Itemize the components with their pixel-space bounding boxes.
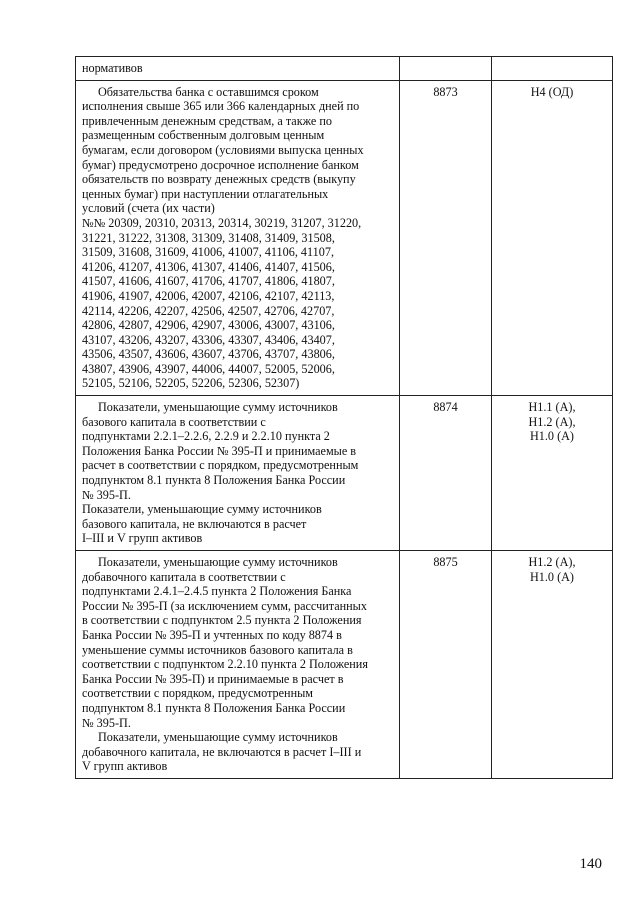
row-0-code bbox=[400, 57, 492, 81]
text-line: I–III и V групп активов bbox=[82, 531, 203, 546]
row-3-description bbox=[76, 551, 400, 779]
text-line: 42806, 42807, 42906, 42907, 43006, 43007, 43106, bbox=[82, 318, 335, 333]
text-line: Обязательства банка с оставшимся сроком bbox=[98, 84, 319, 99]
norm-label: Н4 (ОД) bbox=[530, 84, 574, 99]
text-line: добавочного капитала в соответствии с bbox=[82, 569, 286, 584]
text-line: базового капитала, не включаются в расчет bbox=[82, 516, 307, 531]
norm-label: Н1.2 (А), bbox=[528, 555, 576, 569]
text-line: подпунктом 8.1 пункта 8 Положения Банка России bbox=[82, 700, 346, 715]
row-2-code bbox=[400, 396, 492, 551]
text-line: 41206, 41207, 41306, 41307, 41406, 41407, 41506, bbox=[82, 259, 335, 274]
text-line: №№ 20309, 20310, 20313, 20314, 30219, 31207, 31220, bbox=[82, 215, 362, 230]
table-row bbox=[76, 396, 613, 551]
norm-label: Н1.0 (А) bbox=[529, 569, 574, 584]
text-line: соответствии с порядком, предусмотренным bbox=[82, 686, 313, 701]
text-line: соответствии с подпунктом 2.2.10 пункта 2 Положения bbox=[82, 657, 368, 672]
text-line: подпунктами 2.4.1–2.4.5 пункта 2 Положения Банка bbox=[82, 584, 352, 599]
text-line: 43807, 43906, 43907, 44006, 44007, 52005, 52006, bbox=[82, 361, 335, 376]
text-line: ценных бумаг) при наступлении отлагательных bbox=[82, 186, 329, 201]
text-line: бумагам, если договором (условиями выпуска ценных bbox=[82, 142, 364, 157]
text-line: Банка России № 395-П) и принимаемые в расчет в bbox=[82, 671, 344, 686]
indicator-code: 8874 bbox=[433, 400, 458, 415]
text-line: в соответствии с подпунктом 2.5 пункта 2 Положения bbox=[82, 613, 362, 628]
text-line: 42114, 42206, 42207, 42506, 42507, 42706, 42707, bbox=[82, 303, 335, 318]
text-line: 43506, 43507, 43606, 43607, 43706, 43707, 43806, bbox=[82, 347, 335, 362]
indicators-table bbox=[75, 56, 613, 779]
norm-label: Н1.0 (А) bbox=[529, 429, 574, 444]
norm-label: Н1.1 (А), bbox=[528, 400, 576, 415]
norm-label: Н1.2 (А), bbox=[528, 414, 576, 429]
row-2-description bbox=[76, 396, 400, 551]
text-line: уменьшение суммы источников базового капитала в bbox=[82, 642, 353, 657]
text-line: подпунктом 8.1 пункта 8 Положения Банка России bbox=[82, 473, 346, 488]
text-line: 31509, 31608, 31609, 41006, 41007, 41106, 41107, bbox=[82, 245, 334, 260]
row-1-description bbox=[76, 80, 400, 395]
text-line: расчет в соответствии с порядком, предусмотренным bbox=[82, 458, 359, 473]
indicator-code: 8873 bbox=[433, 84, 458, 99]
text-line: № 395-П. bbox=[82, 487, 131, 502]
text-line: № 395-П. bbox=[82, 715, 131, 730]
row-0-norms bbox=[492, 57, 613, 81]
text-line: 43107, 43206, 43207, 43306, 43307, 43406, 43407, bbox=[82, 332, 335, 347]
text-line: России № 395-П (за исключением сумм, рассчитанных bbox=[82, 598, 367, 613]
text-line: Показатели, уменьшающие сумму источников bbox=[82, 502, 322, 517]
row-1-code bbox=[400, 80, 492, 395]
text-line: Показатели, уменьшающие сумму источников bbox=[98, 555, 338, 569]
text-line: обязательств по возврату денежных средств (выкупу bbox=[82, 172, 356, 187]
text-line: бумаг) предусмотрено досрочное исполнение банком bbox=[82, 157, 359, 172]
table-row bbox=[76, 551, 613, 779]
table-row bbox=[76, 57, 613, 81]
text-line: размещенным собственным долговым ценным bbox=[82, 128, 325, 143]
text-line: подпунктами 2.2.1–2.2.6, 2.2.9 и 2.2.10 пункта 2 bbox=[82, 429, 330, 444]
text-line: 52105, 52106, 52205, 52206, 52306, 52307) bbox=[82, 376, 300, 391]
text-line: 41507, 41606, 41607, 41706, 41707, 41806, 41807, bbox=[82, 274, 335, 289]
text-line: условий (счета (их части) bbox=[82, 201, 215, 216]
row-0-description bbox=[76, 57, 400, 81]
text-line: Положения Банка России № 395-П и принимаемые в bbox=[82, 443, 357, 458]
row-3-code bbox=[400, 551, 492, 779]
page-number: 140 bbox=[579, 856, 602, 872]
text-line: нормативов bbox=[82, 61, 143, 75]
text-line: Банка России № 395-П и учтенных по коду 8874 в bbox=[82, 627, 342, 642]
row-1-norms bbox=[492, 80, 613, 395]
text-line: исполнения свыше 365 или 366 календарных дней по bbox=[82, 99, 360, 114]
text-line: V групп активов bbox=[82, 759, 168, 774]
indicator-code: 8875 bbox=[433, 555, 458, 569]
text-line: привлеченным денежным средствам, а также по bbox=[82, 113, 332, 128]
row-3-norms bbox=[492, 551, 613, 779]
text-line: 31221, 31222, 31308, 31309, 31408, 31409, 31508, bbox=[82, 230, 335, 245]
text-line: добавочного капитала, не включаются в расчет I–III и bbox=[82, 744, 362, 759]
text-line: Показатели, уменьшающие сумму источников bbox=[98, 400, 338, 415]
text-line: 41906, 41907, 42006, 42007, 42106, 42107, 42113, bbox=[82, 288, 335, 303]
text-line: Показатели, уменьшающие сумму источников bbox=[98, 730, 338, 745]
table-row bbox=[76, 80, 613, 395]
text-line: базового капитала в соответствии с bbox=[82, 414, 266, 429]
row-2-norms bbox=[492, 396, 613, 551]
